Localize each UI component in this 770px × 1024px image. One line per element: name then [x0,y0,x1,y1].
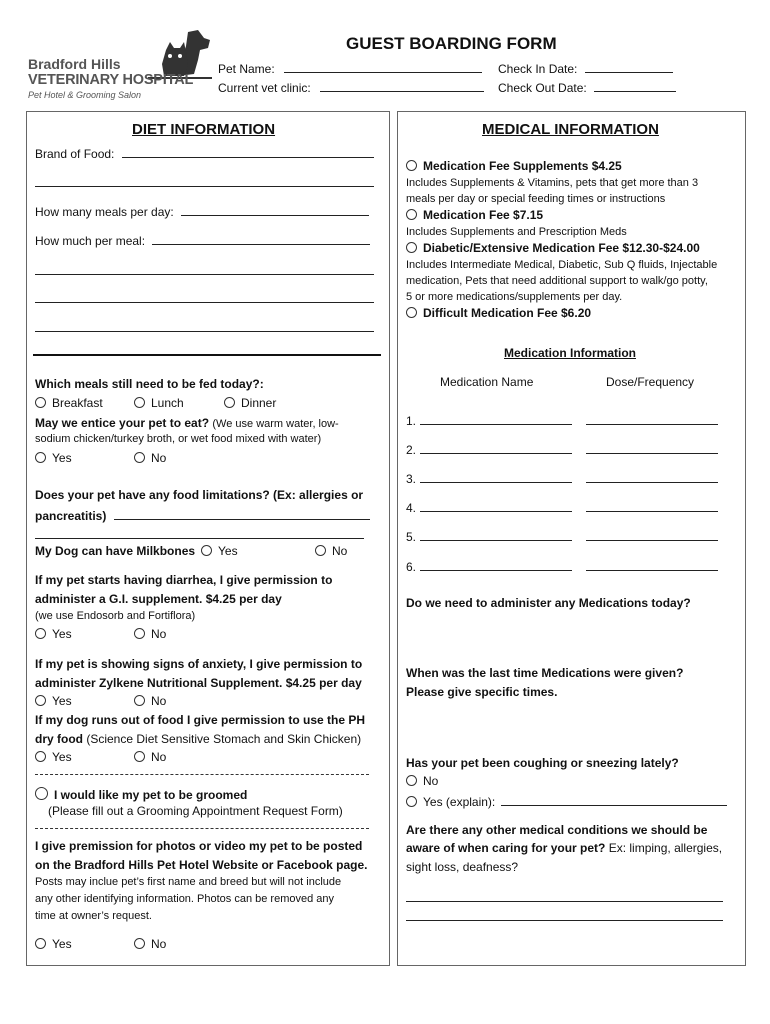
photo-no-option[interactable] [134,938,166,950]
fee1-desc-1: Includes Supplements & Vitamins, pets that get more than 3 [406,177,699,189]
photo-yes-label: Yes [52,937,72,951]
coughing-question: Has your pet been coughing or sneezing lately? [406,756,679,770]
diarrhea-text-2: administer a G.I. supplement. $4.25 per day [35,592,282,606]
photo-yes-option[interactable] [35,938,72,950]
limitations-field-2[interactable] [35,538,364,539]
fee3-option[interactable] [406,242,700,254]
photo-text-1: I give premission for photos or video my pet to be posted [35,839,363,853]
fee4-label: Difficult Medication Fee $6.20 [423,306,592,320]
fee3-desc-3: 5 or more medications/supplements per day. [406,291,623,303]
dose-frequency-field[interactable] [586,529,718,541]
medication-row [406,529,718,543]
page-title: GUEST BOARDING FORM [346,34,557,53]
logo-line-3: Pet Hotel & Grooming Salon [28,90,142,100]
diet-notes-line-1[interactable] [35,274,374,275]
meals-per-day-row [35,204,369,218]
logo-line-2: VETERINARY HOSPITAL [28,72,194,88]
runs-out-no-radio[interactable] [134,751,145,762]
dose-frequency-field[interactable] [586,413,718,425]
runs-out-row-2 [35,733,361,745]
check-in-row [498,61,673,76]
photo-text-4: any other identifying information. Photos can be removed any [35,893,335,905]
how-much-field[interactable] [152,233,370,245]
fee1-desc-2: meals per day or special feeding times or instructions [406,193,666,205]
dose-frequency-field[interactable] [586,500,718,512]
medication-name-field[interactable] [420,500,572,512]
entice-yes-option[interactable] [35,452,72,464]
diarrhea-yes-radio[interactable] [35,628,46,639]
coughing-yes-label: Yes (explain): [423,795,496,809]
anxiety-yes-option[interactable] [35,695,72,707]
runs-out-yes-label: Yes [52,750,72,764]
diarrhea-no-radio[interactable] [134,628,145,639]
check-in-field[interactable] [585,61,673,73]
groomed-label: I would like my pet to be groomed [54,788,248,802]
how-much-label: How much per meal: [35,234,146,248]
divider-dashed-2 [35,828,369,829]
medication-row-number: 3. [406,472,417,486]
diet-notes-line-3[interactable] [35,331,374,332]
limitations-question-2: pancreatitis) [35,509,107,523]
check-out-label: Check Out Date: [498,81,587,95]
limitations-question-1: Does your pet have any food limitations? (Ex: allergies or [35,488,364,502]
other-conditions-1: Are there any other medical conditions we should be [406,823,708,837]
entice-yes-label: Yes [52,451,72,465]
diet-notes-line-2[interactable] [35,302,374,303]
runs-out-text-1: If my dog runs out of food I give permission to use the PH [35,713,366,727]
medical-title: MEDICAL INFORMATION [482,121,659,138]
fee3-radio[interactable] [406,242,417,253]
milkbones-no-label: No [332,544,348,558]
milkbones-question: My Dog can have Milkbones [35,544,196,558]
fee4-option[interactable] [406,307,591,319]
current-vet-label: Current vet clinic: [218,81,311,95]
photo-text-3: Posts may inclue pet’s first name and breed but will not include [35,876,342,888]
coughing-no-option[interactable] [406,775,438,787]
other-conditions-field-2[interactable] [406,920,723,921]
pet-name-field[interactable] [284,61,482,73]
entice-question [35,417,339,430]
photo-no-radio[interactable] [134,938,145,949]
medication-row [406,559,718,573]
medication-name-field[interactable] [420,413,572,425]
medication-row-number: 5. [406,530,417,544]
groomed-radio[interactable] [35,787,48,800]
fee2-radio[interactable] [406,209,417,220]
meals-per-day-field[interactable] [181,204,369,216]
anxiety-no-label: No [151,694,167,708]
brand-of-food-row [35,146,374,160]
other-conditions-row-2 [406,842,722,854]
runs-out-yes-option[interactable] [35,751,72,763]
runs-out-no-option[interactable] [134,751,166,763]
photo-yes-radio[interactable] [35,938,46,949]
medication-row-number: 4. [406,501,417,515]
diarrhea-yes-label: Yes [52,627,72,641]
current-vet-row [218,80,484,95]
other-conditions-3: Ex: limping, allergies, [608,841,723,855]
fee1-radio[interactable] [406,160,417,171]
coughing-yes-option[interactable] [406,794,727,808]
medication-row [406,471,718,485]
check-in-label: Check In Date: [498,62,578,76]
col-medication-name: Medication Name [440,375,534,389]
milkbones-yes-radio[interactable] [201,545,212,556]
medication-row-number: 6. [406,560,417,574]
diet-divider [33,354,381,356]
fee4-radio[interactable] [406,307,417,318]
fee2-desc-1: Includes Supplements and Prescription Meds [406,226,627,238]
pet-name-label: Pet Name: [218,62,275,76]
medication-row-number: 2. [406,443,417,457]
photo-no-label: No [151,937,167,951]
check-out-field[interactable] [594,80,676,92]
which-meals-question: Which meals still need to be fed today?: [35,377,264,391]
anxiety-no-radio[interactable] [134,695,145,706]
meals-per-day-label: How many meals per day: [35,205,174,219]
medication-row [406,442,718,456]
other-conditions-field-1[interactable] [406,901,723,902]
lunch-option[interactable] [134,397,184,409]
diarrhea-text-1: If my pet starts having diarrhea, I give permission to [35,573,333,587]
limitations-row [35,508,370,522]
milkbones-yes-label: Yes [218,544,238,558]
other-conditions-4: sight loss, deafness? [406,860,519,874]
medication-row [406,413,718,427]
dose-frequency-field[interactable] [586,559,718,571]
coughing-yes-radio[interactable] [406,796,417,807]
photo-text-5: time at owner’s request. [35,910,152,922]
medication-info-title: Medication Information [504,346,636,360]
coughing-explain-field[interactable] [501,794,727,806]
runs-out-no-label: No [151,750,167,764]
other-conditions-2: aware of when caring for your pet? [406,841,606,855]
brand-of-food-label: Brand of Food: [35,147,115,161]
brand-of-food-field-2[interactable] [35,186,374,187]
check-out-row [498,80,676,95]
dose-frequency-field[interactable] [586,471,718,483]
entice-label: May we entice your pet to eat? [35,416,210,430]
breakfast-radio[interactable] [35,397,46,408]
limitations-field[interactable] [114,508,370,520]
milkbones-no-option[interactable] [315,545,347,557]
groomed-note: (Please fill out a Grooming Appointment Request Form) [48,804,343,818]
entice-yes-radio[interactable] [35,452,46,463]
dose-frequency-field[interactable] [586,442,718,454]
clinic-logo [28,30,212,102]
coughing-no-label: No [423,774,439,788]
fee2-option[interactable] [406,209,543,221]
entice-no-label: No [151,451,167,465]
diarrhea-no-option[interactable] [134,628,166,640]
brand-of-food-field[interactable] [122,146,374,158]
breakfast-label: Breakfast [52,396,103,410]
lunch-radio[interactable] [134,397,145,408]
diarrhea-text-3: (we use Endosorb and Fortiflora) [35,610,196,622]
col-dose-frequency: Dose/Frequency [606,375,695,389]
entice-no-radio[interactable] [134,452,145,463]
entice-no-option[interactable] [134,452,166,464]
breakfast-option[interactable] [35,397,103,409]
runs-out-text-3: (Science Diet Sensitive Stomach and Skin Chicken) [86,732,362,746]
last-time-question-2: Please give specific times. [406,685,558,699]
runs-out-yes-radio[interactable] [35,751,46,762]
medication-name-field[interactable] [420,559,572,571]
fee3-label: Diabetic/Extensive Medication Fee $12.30-$24.00 [423,241,700,255]
dinner-radio[interactable] [224,397,235,408]
milkbones-no-radio[interactable] [315,545,326,556]
diet-title: DIET INFORMATION [132,121,276,138]
logo-line-1: Bradford Hills [28,56,121,72]
diarrhea-no-label: No [151,627,167,641]
fee1-option[interactable] [406,160,622,172]
anxiety-text-1: If my pet is showing signs of anxiety, I give permission to [35,657,363,671]
dinner-option[interactable] [224,397,276,409]
diarrhea-yes-option[interactable] [35,628,72,640]
milkbones-yes-option[interactable] [201,545,238,557]
anxiety-text-2: administer Zylkene Nutritional Supplement. $4.25 per day [35,676,362,690]
anxiety-yes-label: Yes [52,694,72,708]
fee2-label: Medication Fee $7.15 [423,208,544,222]
administer-question: Do we need to administer any Medications today? [406,596,691,610]
dinner-label: Dinner [241,396,277,410]
how-much-row [35,233,370,247]
runs-out-text-2: dry food [35,732,83,746]
anxiety-no-option[interactable] [134,695,166,707]
lunch-label: Lunch [151,396,184,410]
medication-name-field[interactable] [420,442,572,454]
photo-text-2: on the Bradford Hills Pet Hotel Website or Facebook page. [35,858,368,872]
medication-name-field[interactable] [420,529,572,541]
fee1-label: Medication Fee Supplements $4.25 [423,159,622,173]
anxiety-yes-radio[interactable] [35,695,46,706]
last-time-question-1: When was the last time Medications were given? [406,666,684,680]
medication-row-number: 1. [406,414,417,428]
pet-name-row [218,61,482,76]
fee3-desc-1: Includes Intermediate Medical, Diabetic, Sub Q fluids, Injectable [406,259,718,271]
current-vet-field[interactable] [320,80,484,92]
medication-name-field[interactable] [420,471,572,483]
divider-dashed-1 [35,774,369,775]
entice-note-1: (We use warm water, low- [212,418,339,430]
entice-note-2: sodium chicken/turkey broth, or wet food mixed with water) [35,433,322,445]
medication-row [406,500,718,514]
groomed-option[interactable] [35,787,247,801]
fee3-desc-2: medication, Pets that need additional support to walk/go potty, [406,275,708,287]
coughing-no-radio[interactable] [406,775,417,786]
